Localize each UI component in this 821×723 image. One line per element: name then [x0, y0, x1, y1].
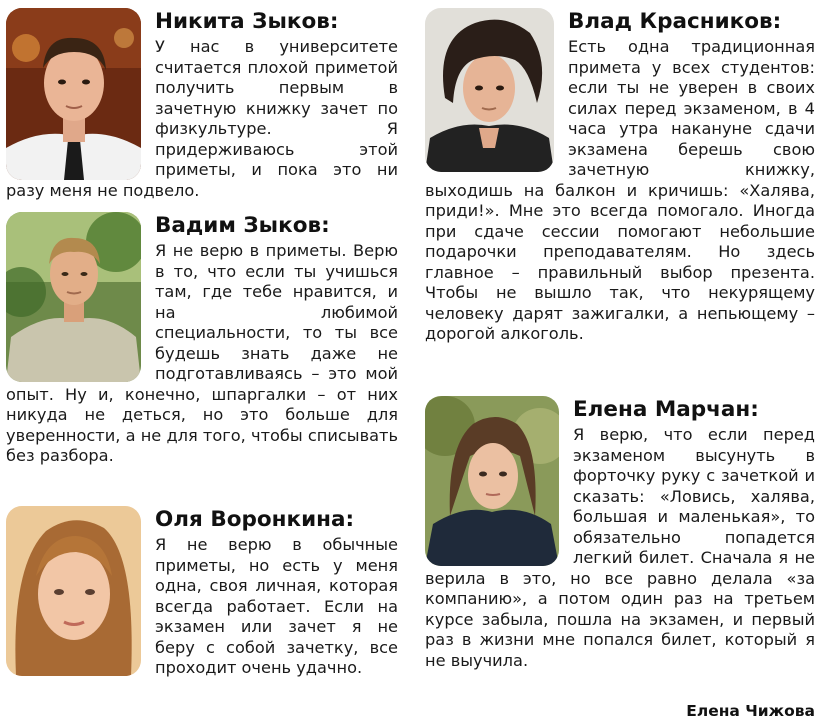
quote-block-olya [6, 506, 398, 679]
photo-nikita [6, 8, 141, 180]
photo-vadim [6, 212, 141, 382]
quote-block-elena [425, 396, 815, 671]
person-name: Влад Красников: [568, 9, 782, 34]
person-name: Оля Воронкина: [155, 507, 355, 532]
photo-vlad [425, 8, 554, 172]
person-name: Вадим Зыков: [155, 213, 330, 238]
quote-block-vlad [425, 8, 815, 345]
author-signature: Елена Чижова [686, 702, 815, 720]
quote-text: Я не верю в приметы. Верю в то, что если ты учишься там, где тебе нравится, и на любимой специальности, то ты все будешь знать даже не подготавливаясь – это мой опыт. Ну и, конечно, шпаргалки – от них никуда не деться, но это больше для уверенности, а не для того, чтобы списывать без разбора. [6, 241, 398, 465]
quote-text: Есть одна традиционная примета у всех студентов: если ты не уверен в своих силах перед экзаменом, в 4 часа утра накануне сдачи экзамена берешь свою зачетную книжку, выходишь на балкон и кричишь: «Халява, приди!». Мне это всегда помогало. Иногда при сдаче сессии помогают небольшие подарочки преподавателям. Но здесь главное – правильный выбор презента. Чтобы не вышло так, что некурящему человеку дарят зажигалки, а непьющему – дорогой алкоголь. [425, 37, 815, 343]
person-name: Никита Зыков: [155, 9, 339, 34]
photo-elena [425, 396, 559, 566]
person-name: Елена Марчан: [573, 397, 759, 422]
quote-text: Я верю, что если перед экзаменом высунуть в форточку руку с зачеткой и сказать: «Ловись, халява, большая и маленькая», то обязательно попадется легкий билет. Сначала я не верила в это, но все равно делала «за компанию», а потом один раз на третьем курсе забыла, пошла на экзамен, и первый раз в жизни мне попался билет, который я не выучила. [425, 425, 815, 670]
quote-text: Я не верю в обычные приметы, но есть у меня одна, своя личная, которая всегда работает. Если на экзамен или зачет я не беру с собой зачетку, все проходит очень удачно. [155, 535, 398, 677]
quote-text: У нас в университете считается плохой приметой получить первым в зачетную книжку зачет по физкультуре. Я придерживаюсь этой приметы, и пока это ни разу меня не подвело. [6, 37, 398, 200]
quote-block-nikita [6, 8, 398, 201]
quote-block-vadim [6, 212, 398, 467]
photo-olya [6, 506, 141, 676]
